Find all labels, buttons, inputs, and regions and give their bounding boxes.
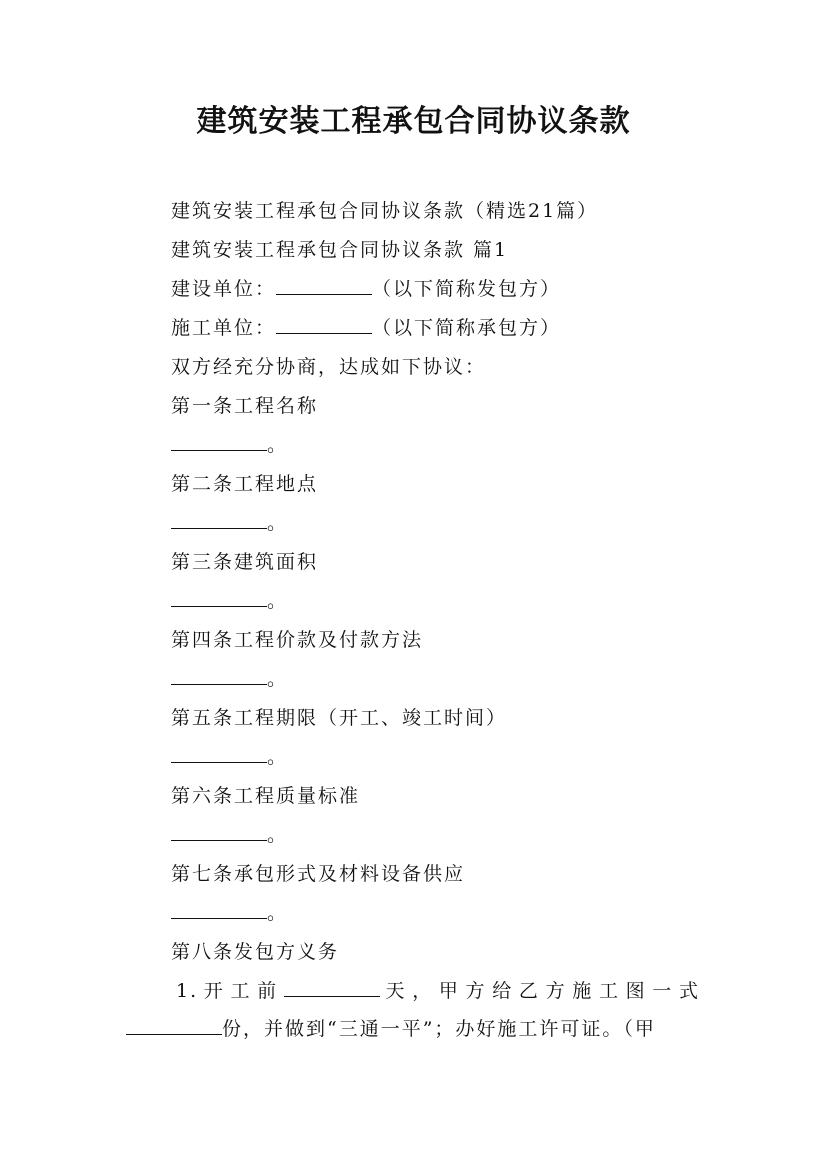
clause-5: 第五条工程期限（开工、竣工时间） [171,707,508,729]
fill-blank [171,822,267,841]
builder-suffix: （以下简称发包方） [372,278,562,300]
document-title: 建筑安装工程承包合同协议条款 [196,104,631,139]
article-heading: 建筑安装工程承包合同协议条款 篇1 [171,239,509,261]
item-1-line-1 [126,972,700,1010]
blank-line-2 [171,509,288,537]
period: 。 [267,590,289,612]
subtitle: 建筑安装工程承包合同协议条款（精选21篇） [171,200,599,222]
blank-line-3 [171,587,288,615]
clause-2: 第二条工程地点 [171,473,319,495]
blank-line-6 [171,821,288,849]
period: 。 [267,434,289,456]
agreement-intro: 双方经充分协商，达成如下协议： [171,356,487,378]
builder-label: 建设单位： [171,278,277,300]
period: 。 [267,668,289,690]
fill-blank [171,744,267,763]
builder-line [171,275,561,303]
period: 。 [267,902,289,924]
period: 。 [267,512,289,534]
blank-line-7 [171,899,288,927]
fill-blank [171,588,267,607]
days-blank [284,978,380,997]
item-1-line-2 [126,1018,656,1040]
blank-line-5 [171,743,288,771]
clause-7: 第七条承包形式及材料设备供应 [171,863,466,885]
contractor-label: 施工单位： [171,317,277,339]
clause-6: 第六条工程质量标准 [171,785,361,807]
contractor-blank [276,315,372,334]
copies-blank [126,1016,222,1035]
contractor-suffix: （以下简称承包方） [372,317,562,339]
contractor-line [171,314,561,342]
fill-blank [171,432,267,451]
period: 。 [267,746,289,768]
clause-8: 第八条发包方义务 [171,941,340,963]
item-1-paragraph [126,972,700,1048]
blank-line-4 [171,665,288,693]
fill-blank [171,900,267,919]
builder-blank [276,276,372,295]
clause-3: 第三条建筑面积 [171,551,319,573]
item-1-start: 1.开工前 [176,980,284,1002]
fill-blank [171,666,267,685]
period: 。 [267,824,289,846]
item-1-end: 份，并做到“三通一平”；办好施工许可证。（甲 [222,1018,656,1040]
blank-line-1 [171,431,288,459]
clause-4: 第四条工程价款及付款方法 [171,629,424,651]
clause-1: 第一条工程名称 [171,395,319,417]
item-1-middle: 天，甲方给乙方施工图一式 [379,980,700,1002]
fill-blank [171,510,267,529]
